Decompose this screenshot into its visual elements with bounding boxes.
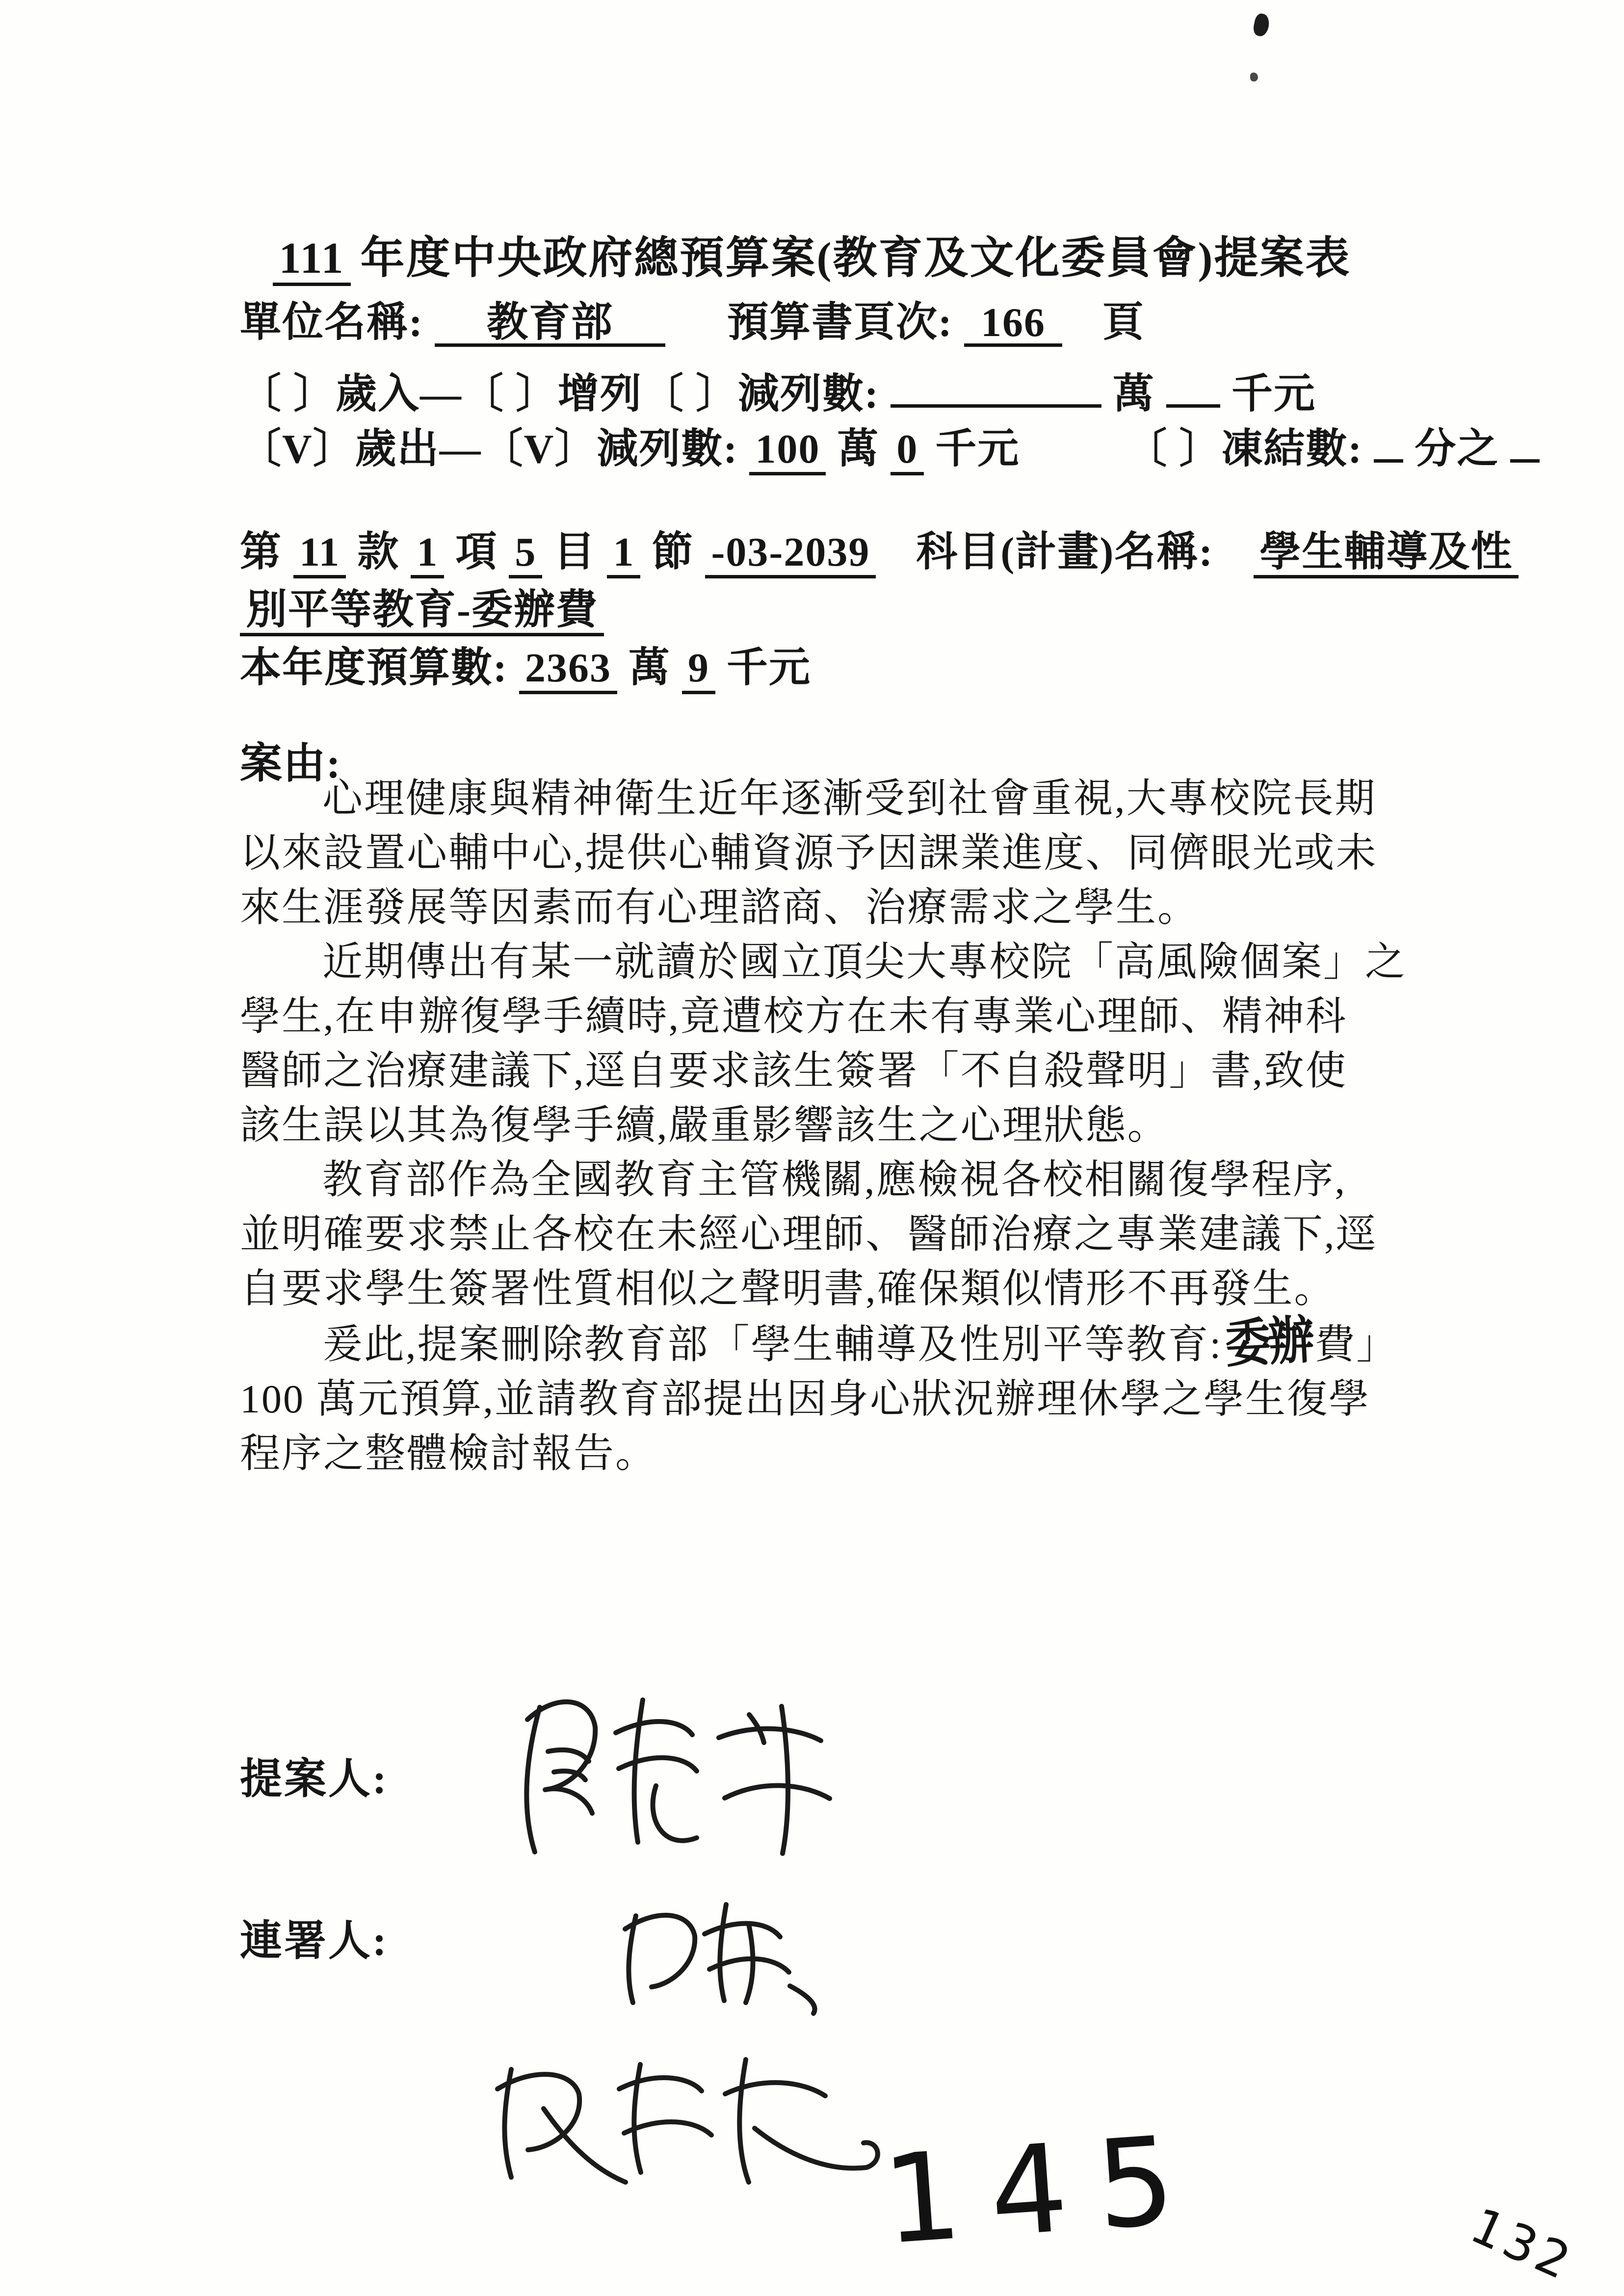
- budget-amount-row: [240, 645, 812, 691]
- budget-page-label: 預算書頁次:: [727, 300, 953, 345]
- subject-mu-label: 目: [553, 529, 596, 575]
- case-line-8: 教育部作為全國教育主管機關,應檢視各校相關復學程序,: [322, 1157, 1347, 1202]
- proposer-signature: [493, 1663, 839, 1869]
- handwritten-correction: 委辦: [1224, 1312, 1313, 1374]
- handwritten-corner-number: 132: [1462, 2196, 1582, 2292]
- expense-checkboxes-label: 〔V〕歲出—〔V〕減列數:: [240, 426, 738, 472]
- budget-page-value: 166: [964, 302, 1062, 347]
- budget-wan-unit: 萬: [628, 645, 671, 691]
- case-body: [240, 771, 1407, 1481]
- case-line-11-tail: 費」: [1314, 1322, 1398, 1367]
- proposer-label: 提案人:: [240, 1755, 389, 1802]
- subject-kuan-number: 11: [293, 529, 346, 578]
- subject-xiang-label: 項: [455, 529, 498, 575]
- case-line-3: 來生涯發展等因素而有心理諮商、治療需求之學生。: [240, 885, 1200, 930]
- freeze-checkbox-label: 〔 〕凍結數:: [1126, 426, 1363, 472]
- revenue-qian-unit: 千元: [1231, 371, 1316, 417]
- document-title: [0, 222, 1624, 286]
- case-line-7: 該生誤以其為復學手續,嚴重影響該生之心理狀態。: [240, 1103, 1169, 1148]
- cosigner-signature-1: [603, 1869, 839, 2016]
- case-line-5: 學生,在申辦復學手續時,竟遭校方在未有專業心理師、精神科: [240, 994, 1348, 1039]
- subject-code: -03-2039: [705, 529, 876, 578]
- budget-wan-amount: 2363: [519, 645, 617, 694]
- plan-name-part2: 別平等教育-委辦費: [240, 587, 604, 636]
- case-line-1: 心理健康與精神衛生近年逐漸受到社會重視,大專校院長期: [322, 776, 1377, 821]
- subject-jie-number: 1: [607, 529, 640, 578]
- budget-page-unit: 頁: [1102, 300, 1145, 345]
- expense-wan-unit: 萬: [837, 426, 880, 472]
- cosigner-label: 連署人:: [240, 1917, 389, 1964]
- expense-wan-amount: 100: [749, 426, 826, 475]
- handwritten-page-number: 145: [878, 2108, 1208, 2272]
- case-line-13: 程序之整體檢討報告。: [240, 1431, 657, 1476]
- title-text: 年度中央政府總預算案(教育及文化委員會)提案表: [360, 234, 1351, 283]
- freeze-denominator-blank: [1510, 420, 1540, 463]
- subject-mu-number: 5: [509, 529, 542, 578]
- unit-row: [240, 302, 1145, 347]
- case-heading: 案由:: [240, 740, 341, 787]
- case-line-11-text: 爰此,提案刪除教育部「學生輔導及性別平等教育:: [322, 1322, 1223, 1367]
- case-line-6: 醫師之治療建議下,逕自要求該生簽署「不自殺聲明」書,致使: [240, 1048, 1348, 1093]
- budget-qian-amount: 9: [682, 645, 715, 694]
- plan-name-label: 科目(計畫)名稱:: [916, 529, 1214, 575]
- case-line-9: 並明確要求禁止各校在未經心理師、醫師治療之專業建議下,逕: [240, 1212, 1378, 1256]
- expense-qian-unit: 千元: [935, 426, 1020, 472]
- unit-name-value: 教育部: [435, 302, 665, 347]
- revenue-checkboxes-label: 〔 〕歲入—〔 〕增列〔 〕減列數:: [240, 371, 879, 417]
- subject-xiang-number: 1: [411, 529, 444, 578]
- revenue-wan-unit: 萬: [1112, 371, 1155, 417]
- case-line-2: 以來設置心輔中心,提供心輔資源予因課業進度、同儕眼光或未: [240, 831, 1378, 875]
- freeze-numerator-blank: [1374, 420, 1403, 463]
- title-year-number: 111: [273, 234, 350, 286]
- case-line-12: 100 萬元預算,並請教育部提出因身心狀況辦理休學之學生復學: [240, 1377, 1371, 1421]
- budget-amount-label: 本年度預算數:: [240, 645, 508, 691]
- plan-name-part1: 學生輔導及性: [1254, 529, 1519, 578]
- subject-row: [240, 529, 1519, 575]
- revenue-row: [240, 365, 1316, 415]
- freeze-fraction-label: 分之: [1414, 426, 1499, 472]
- case-line-11: [240, 1312, 1407, 1374]
- revenue-amount-blank: [891, 365, 1101, 408]
- expense-row: [240, 420, 1540, 470]
- scan-artifact-speck: [1250, 73, 1258, 81]
- subject-lead: 第: [240, 529, 283, 575]
- subject-kuan-label: 款: [357, 529, 400, 575]
- cosigner-signature-2: [471, 2016, 903, 2208]
- revenue-qian-blank: [1166, 365, 1220, 408]
- unit-name-label: 單位名稱:: [240, 300, 423, 345]
- case-line-10: 自要求學生簽署性質相似之聲明書,確保類似情形不再發生。: [240, 1266, 1336, 1311]
- case-line-4: 近期傳出有某一就讀於國立頂尖大專校院「高風險個案」之: [322, 939, 1407, 984]
- scan-artifact-speck: [1252, 12, 1271, 37]
- subject-row-wrap: [240, 587, 604, 633]
- expense-qian-amount: 0: [891, 426, 924, 475]
- budget-qian-unit: 千元: [727, 645, 812, 691]
- subject-jie-label: 節: [652, 529, 694, 575]
